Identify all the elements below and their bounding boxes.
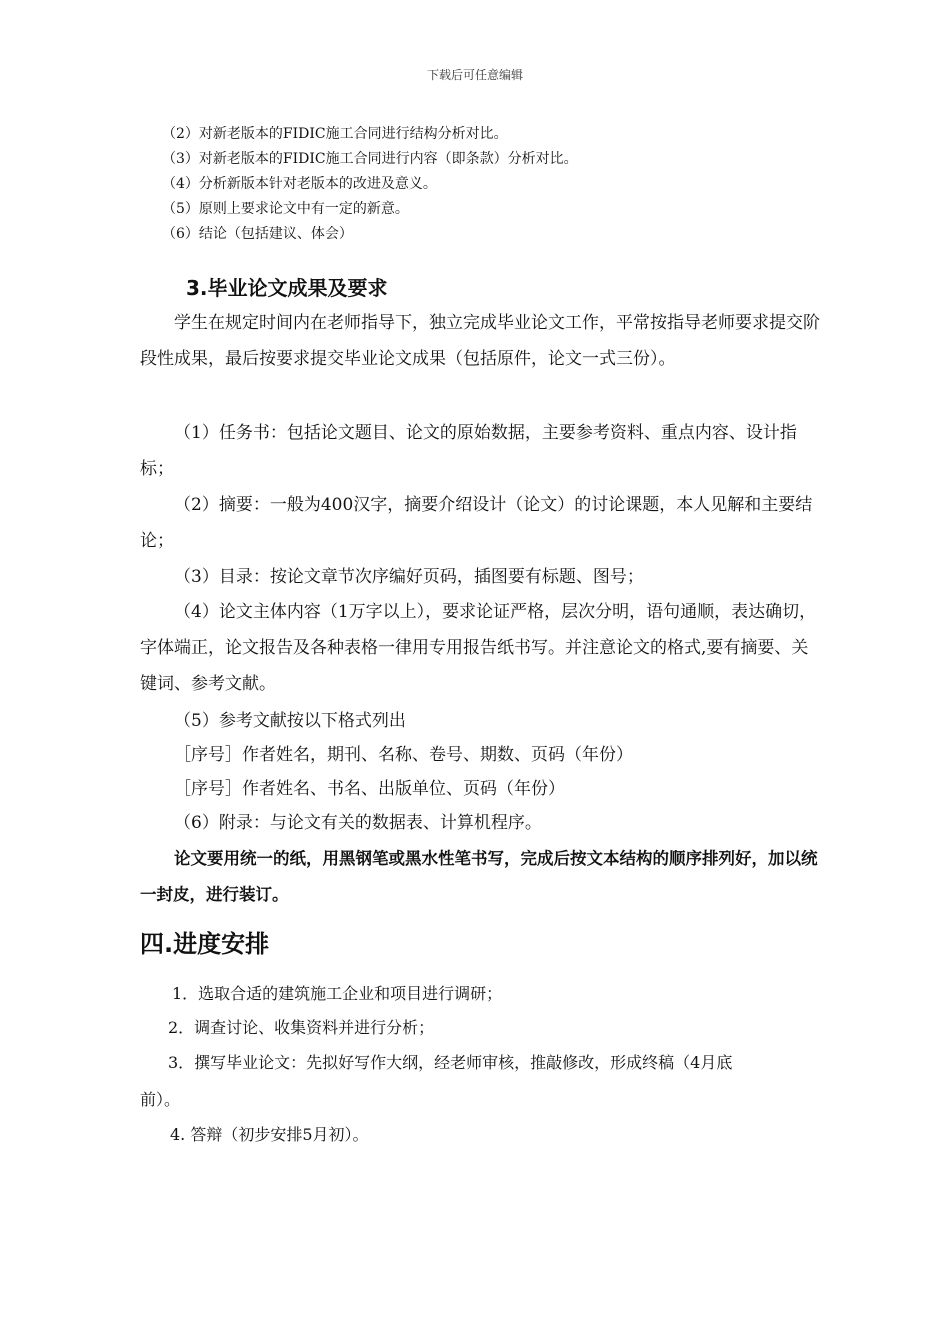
list-item: （6）结论（包括建议、体会） [162,226,353,242]
requirement-abstract: （2）摘要：一般为400汉字，摘要介绍设计（论文）的讨论课题，本人见解和主要结论； [140,495,813,551]
list-item: （2）对新老版本的FIDIC施工合同进行结构分析对比。 [162,126,508,142]
list-item: （4）分析新版本针对老版本的改进及意义。 [162,176,437,192]
requirement-toc: （3）目录：按论文章节次序编好页码，插图要有标题、图号； [174,567,644,587]
section-4-heading: 四.进度安排 [140,930,270,958]
schedule-item-continued: 前）。 [140,1090,181,1109]
section-3-heading: 3.毕业论文成果及要求 [186,276,388,300]
requirement-task-book: （1）任务书：包括论文题目、论文的原始数据，主要参考资料、重点内容、设计指标； [140,423,797,479]
schedule-item: 3．撰写毕业论文：先拟好写作大纲，经老师审核，推敲修改，形成终稿（4月底 [168,1053,733,1072]
reference-format-journal: ［序号］作者姓名，期刊、名称、卷号、期数、页码（年份） [174,745,633,765]
requirement-appendix: （6）附录：与论文有关的数据表、计算机程序。 [174,813,542,833]
binding-note: 论文要用统一的纸，用黑钢笔或黑水性笔书写，完成后按文本结构的顺序排列好，加以统一封皮，进行装订。 [140,849,818,904]
intro-paragraph: 学生在规定时间内在老师指导下，独立完成毕业论文工作，平常按指导老师要求提交阶段性成果，最后按要求提交毕业论文成果（包括原件，论文一式三份）。 [140,313,820,369]
reference-format-book: ［序号］作者姓名、书名、出版单位、页码（年份） [174,779,565,799]
list-item: （5）原则上要求论文中有一定的新意。 [162,201,409,217]
page-header: 下载后可任意编辑 [426,68,523,82]
list-item: （3）对新老版本的FIDIC施工合同进行内容（即条款）分析对比。 [162,151,578,167]
schedule-item: 4. 答辩（初步安排5月初）。 [170,1125,369,1144]
schedule-item: 2．调查讨论、收集资料并进行分析； [168,1018,435,1037]
requirement-main-body: （4）论文主体内容（1万字以上），要求论证严格，层次分明，语句通顺，表达确切，字体端正，论文报告及各种表格一律用专用报告纸书写。并注意论文的格式,要有摘要、关键词、参考文献。 [140,602,817,694]
requirement-references: （5）参考文献按以下格式列出 [174,711,406,731]
schedule-item: 1．选取合适的建筑施工企业和项目进行调研； [172,984,503,1003]
